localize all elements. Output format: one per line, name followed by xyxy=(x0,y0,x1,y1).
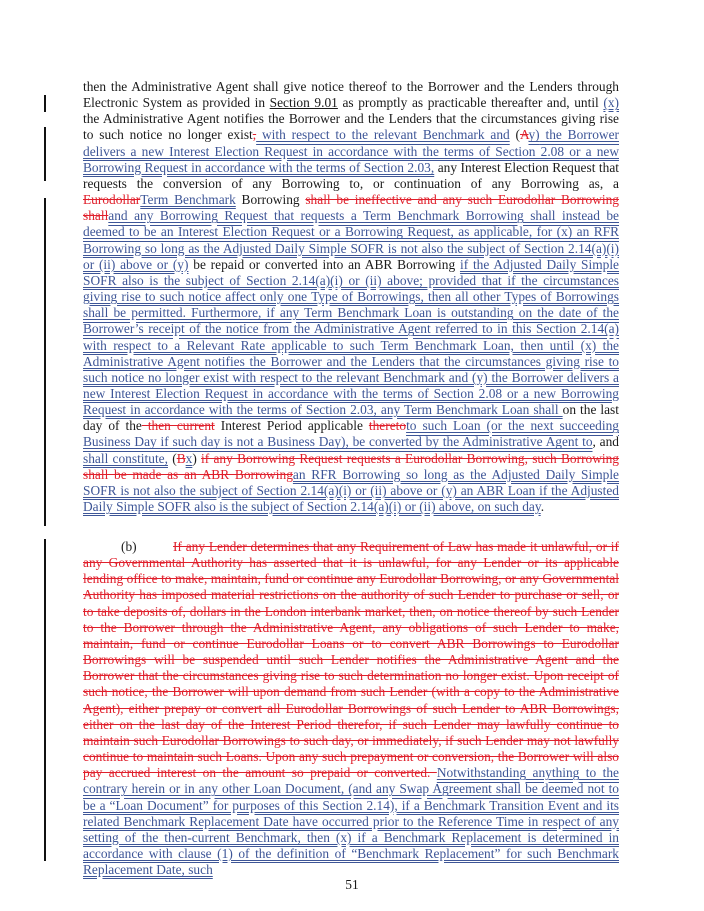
inserted-text: with respect to the relevant Benchmark and xyxy=(256,127,510,143)
inserted-text: the Borrower delivers a new Interest Election Request in accordance with the terms of Section 2.08 or a new Borrowing Request in accordance with the terms of Section 2.03, xyxy=(83,127,619,175)
text-run: , and xyxy=(592,434,619,450)
page-number: 51 xyxy=(345,877,359,892)
text-run: ( xyxy=(509,127,521,143)
text-run: ) xyxy=(192,450,202,466)
deleted-text: B xyxy=(176,450,186,466)
text-run: ( xyxy=(167,450,177,466)
paragraph-continuation xyxy=(83,79,619,515)
text-run: Interest Period applicable xyxy=(214,418,369,434)
inserted-text: (x) xyxy=(603,95,619,111)
text-run: . xyxy=(540,499,545,515)
underlined-link-text: Section 9.01 xyxy=(269,95,338,111)
change-bar xyxy=(44,198,46,526)
text-run: be repaid or converted into an ABR Borrowing xyxy=(188,256,460,272)
inserted-text: shall constitute, xyxy=(83,450,168,466)
deleted-text: if any Borrowing Request requests a Eurodollar Borrowing, such Borrowing shall be made as an ABR Borrowing xyxy=(83,450,620,482)
inserted-text: to such Loan (or the next succeeding Business Day if such day is not a Business Day), be converted by the Administrative Agent to xyxy=(83,418,619,450)
deleted-text: If any Lender determines that any Requirement of Law has made it unlawful, or if any Governmental Authority has asserted that it is unlawful, for any Lender or its applicable lending office to make, maintain, fund or continue any Eurodollar Borrowing, or any Governmental Authority has imposed material restrictions on the authority of such Lender to purchase or sell, or to take deposits of, dollars in the London interbank market, then, on notice thereof by such Lender to the Borrower through the Administrative Agent, any obligations of such Lender to make, maintain, fund or continue Eurodollar Loans or to convert ABR Borrowings to Eurodollar Borrowings will be suspended until such Lender notifies the Administrative Agent and the Borrower that the circumstances giving rise to such determination no longer exist. Upon receipt of such notice, the Borrower will upon demand from such Lender (with a copy to the Administrative Agent), either prepay or convert all Eurodollar Borrowings of such Lender to ABR Borrowings, either on the last day of the Interest Period therefor, if such Lender may lawfully continue to maintain such Eurodollar Borrowings to such day, or immediately, if such Lender may not lawfully continue to maintain such Loans. Upon any such prepayment or conversion, the Borrower will also pay accrued interest on the amount so prepaid or converted. xyxy=(83,539,619,781)
paragraph-b xyxy=(83,539,619,878)
change-bar xyxy=(44,127,46,181)
text-run: Borrowing xyxy=(235,192,306,208)
inserted-text: if the Adjusted Daily Simple SOFR also is the subject of Section 2.14(a)(i) or (ii) above; provided that if the circumstances giving rise to such notice affect only one Type of Borrowings, then all other Types of Borrowings shall be permitted. Furthermore, if any Term Benchmark Loan is outstanding on the date of the Borrower’s receipt of the notice from the Administrative Agent referred to in this Section 2.14(a) with respect to a Relevant Rate applicable to such Term Benchmark Loan, then until (x) the Administrative Agent notifies the Borrower and the Lenders that the circumstances giving rise to such notice no longer exist with respect to the relevant Benchmark and (y) the Borrower delivers a new Interest Election Request in accordance with the terms of Section 2.08 or a new Borrowing Request in accordance with the terms of Section 2.03, any Term Benchmark Loan shall xyxy=(83,256,619,418)
deleted-text: thereto xyxy=(368,418,407,434)
text-run: the Administrative Agent notifies the Borrower and the Lenders that the circumstances giving rise to such notice no longer exist xyxy=(83,111,619,143)
deleted-text: , xyxy=(252,127,257,143)
deleted-text: shall be ineffective and any such Eurodollar Borrowing shall xyxy=(83,192,620,224)
deleted-text: then current xyxy=(141,418,215,434)
inserted-text: y) xyxy=(528,127,540,143)
change-bar xyxy=(44,95,46,112)
inserted-text: x xyxy=(185,450,193,466)
text-run: on the last day of the xyxy=(83,402,619,434)
inserted-text: Notwithstanding anything to the contrary herein or in any other Loan Document, (and any Swap Agreement shall be deemed not to be a “Loan Document” for purposes of this Section 2.14), if a Benchmark Transition Event and its related Benchmark Replacement Date have occurred prior to the Reference Time in respect of any setting of the then-current Benchmark, then (x) if a Benchmark Replacement is determined in accordance with clause (1) of the definition of “Benchmark Replacement” for such Benchmark Replacement Date, such xyxy=(83,765,619,878)
change-bar xyxy=(44,539,46,861)
text-run: any Interest Election Request that requests the conversion of any Borrowing to, or continuation of any Borrowing as, a xyxy=(83,159,619,191)
paragraph-label: (b) xyxy=(121,539,137,554)
inserted-text: Term Benchmark xyxy=(140,192,236,208)
text-run: then the Administrative Agent shall give notice thereof to the Borrower and the Lenders through Electronic System as provided in xyxy=(83,79,619,111)
inserted-text: and any Borrowing Request that requests a Term Benchmark Borrowing shall instead be deemed to be an Interest Election Request or a Borrowing Request, as applicable, for (x) an RFR Borrowing so long as the Adjusted Daily Simple SOFR is not also the subject of Section 2.14(a)(i) or (ii) above or (y) xyxy=(83,208,619,272)
deleted-text: A xyxy=(520,127,529,143)
text-run: as promptly as practicable thereafter and, until xyxy=(337,95,604,111)
deleted-text: Eurodollar xyxy=(83,192,141,208)
inserted-text: an RFR Borrowing so long as the Adjusted Daily Simple SOFR is not also the subject of Section 2.14(a)(i) or (ii) above or (y) an ABR Loan if the Adjusted Daily Simple SOFR also is the subject of Section 2.14(a)(i) or (ii) above, on such day xyxy=(83,466,619,515)
